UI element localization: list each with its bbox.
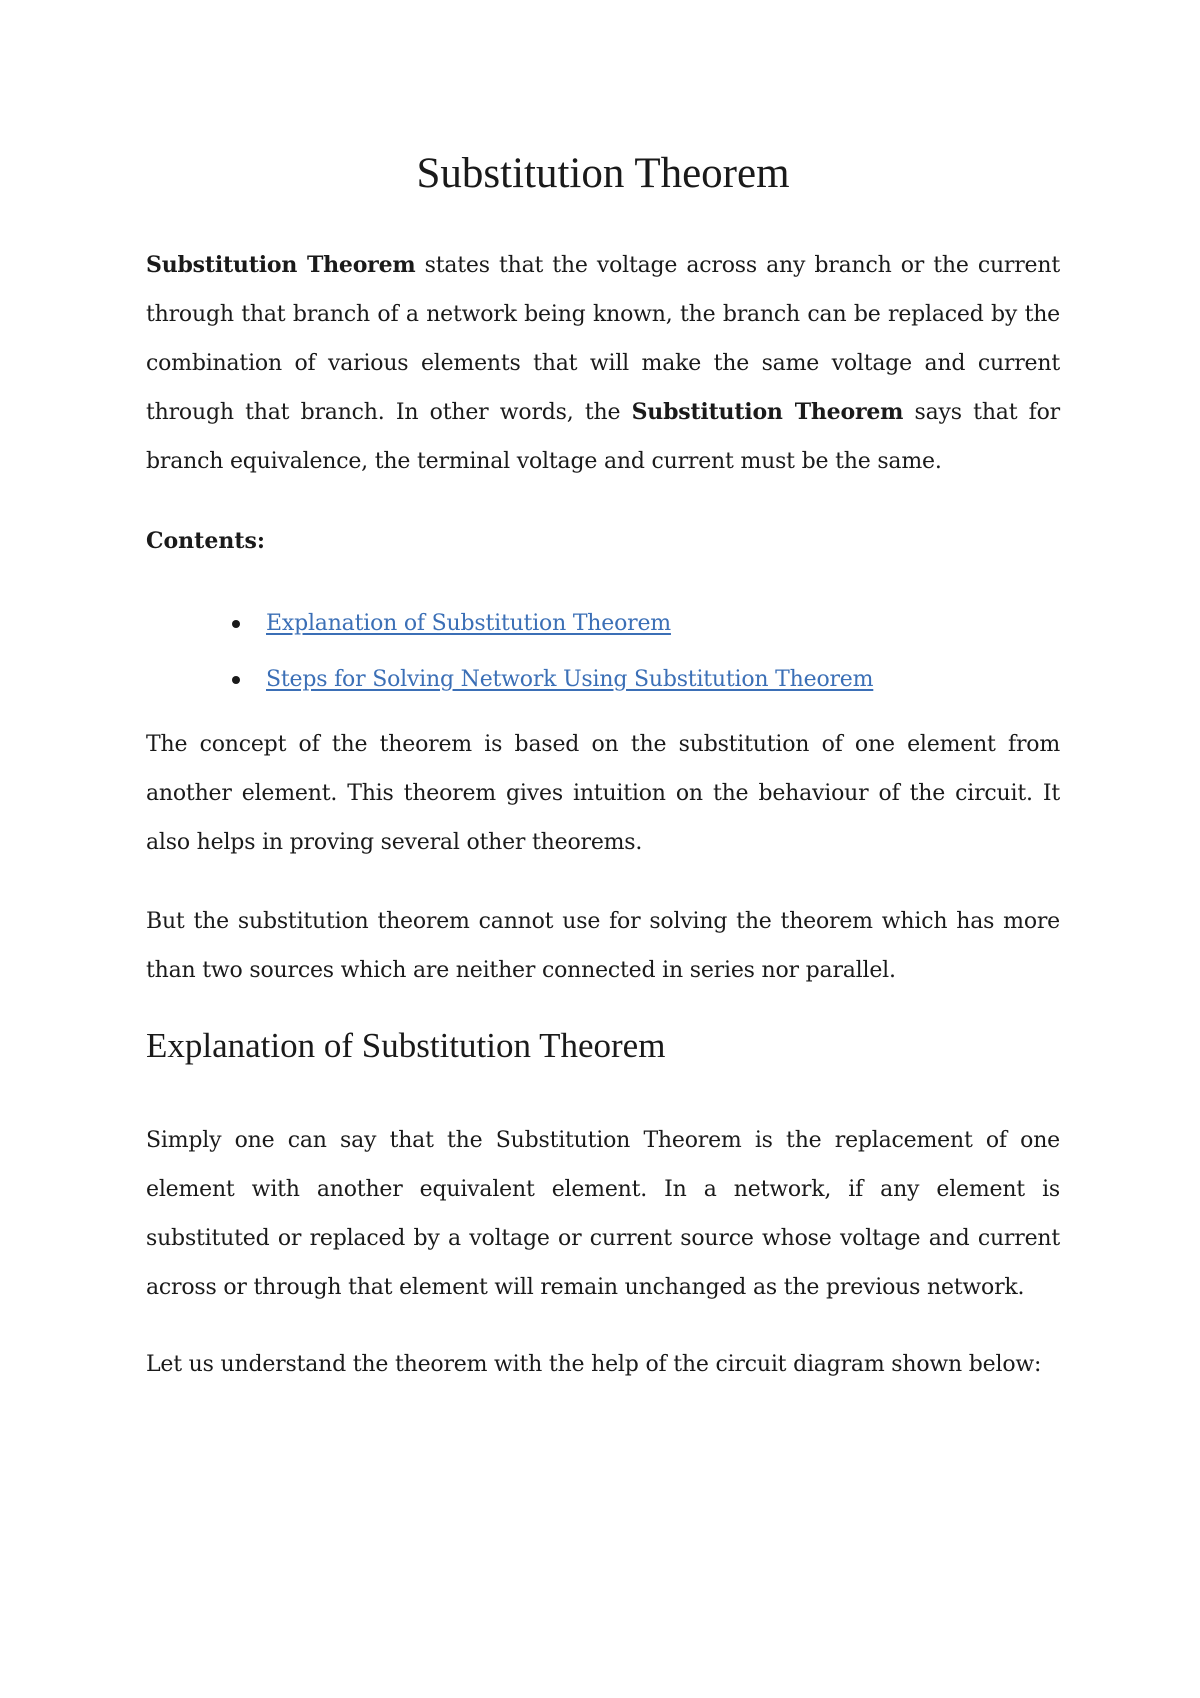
toc-item <box>146 596 873 652</box>
section-heading: Explanation of Substitution Theorem <box>146 1026 666 1065</box>
section-paragraph-1: Simply one can say that the Substitution Theorem is the replacement of one element with another equivalent element. In a network, if any element is substituted or replaced by a voltage or current source whose voltage and current across or through that element will remain unchanged as the previous network. <box>146 1128 1060 1300</box>
contents-label: Contents: <box>146 528 266 554</box>
section-paragraph-2: Let us understand the theorem with the help of the circuit diagram shown below: <box>146 1352 1042 1377</box>
bullet-icon <box>232 676 240 684</box>
toc-link-steps[interactable]: Steps for Solving Network Using Substitution Theorem <box>266 667 874 692</box>
intro-text-b: says that for branch equivalence, the terminal voltage and current must be the same. <box>146 400 1060 474</box>
page-title: Substitution Theorem <box>416 150 790 197</box>
intro-bold-lead: Substitution Theorem <box>146 252 416 278</box>
table-of-contents <box>146 596 873 708</box>
limitation-paragraph: But the substitution theorem cannot use for solving the theorem which has more than two sources which are neither connected in series nor parallel. <box>146 909 1060 983</box>
intro-paragraph <box>146 241 1060 486</box>
intro-bold-mid: Substitution Theorem <box>631 399 904 425</box>
concept-paragraph: The concept of the theorem is based on the substitution of one element from another element. This theorem gives intuition on the behaviour of the circuit. It also helps in proving several other theorems. <box>146 732 1060 855</box>
toc-item <box>146 652 873 708</box>
toc-link-explanation[interactable]: Explanation of Substitution Theorem <box>266 611 671 636</box>
intro-text-a: states that the voltage across any branch or the current through that branch of a network being known, the branch can be replaced by the combination of various elements that will make the same voltage and current through that branch. In other words, the <box>146 253 1060 425</box>
bullet-icon <box>232 620 240 628</box>
